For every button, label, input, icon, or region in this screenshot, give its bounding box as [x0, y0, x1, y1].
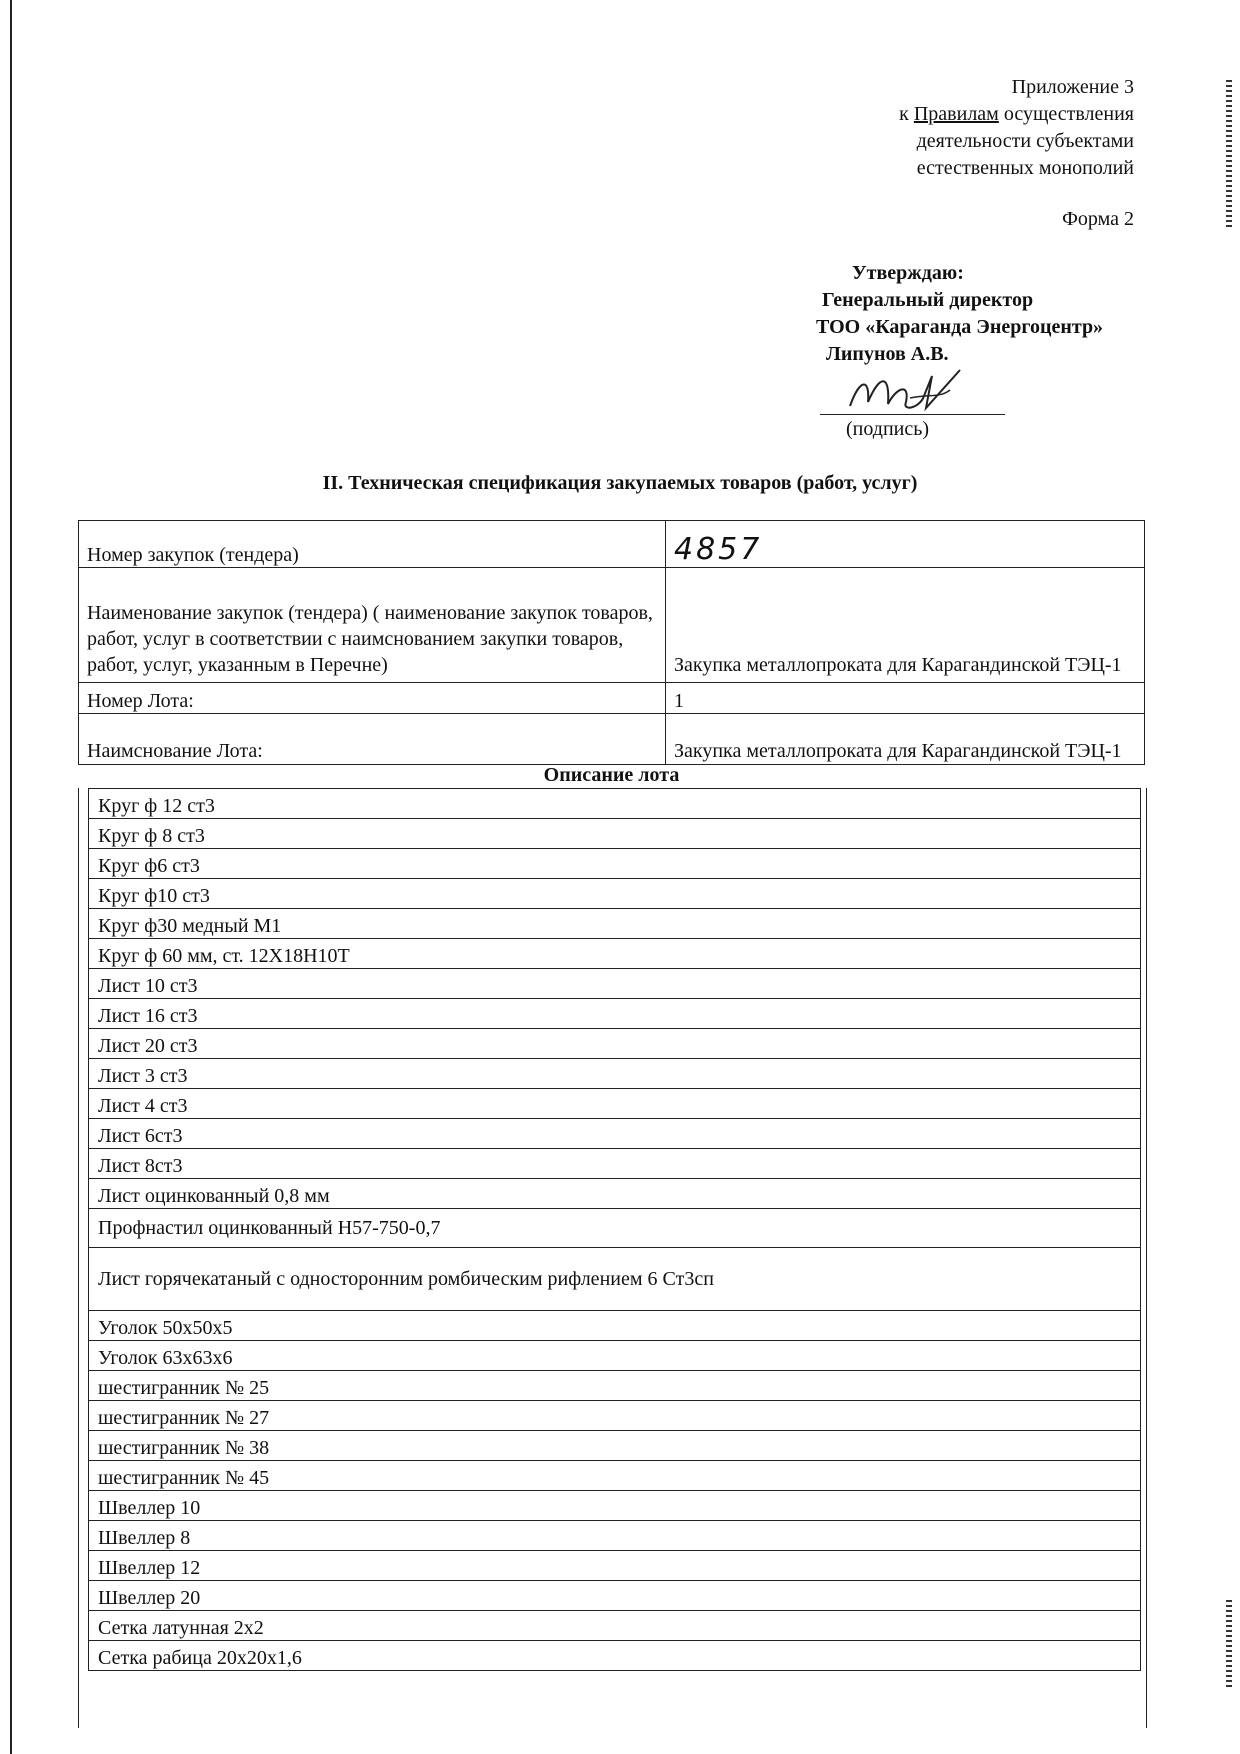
purchase-name-value: Закупка металлопроката для Карагандинской ТЭЦ-1 [666, 568, 1145, 683]
lot-description-title: Описание лота [543, 764, 680, 786]
approval-heading: Утверждаю: [852, 262, 964, 284]
lot-name-value: Закупка металлопроката для Карагандинской ТЭЦ-1 [666, 714, 1145, 765]
table-row [89, 999, 1141, 1029]
lot-item: Лист 6ст3 [89, 1119, 1141, 1149]
table-row [89, 909, 1141, 939]
table-row [79, 568, 1145, 683]
table-row [89, 1611, 1141, 1641]
scan-edge [10, 0, 12, 1754]
lot-item: Швеллер 10 [89, 1491, 1141, 1521]
lot-item: Круг ф6 ст3 [89, 849, 1141, 879]
table-row [89, 879, 1141, 909]
purchase-number-label: Номер закупок (тендера) [79, 521, 666, 568]
approval-block [810, 260, 1103, 368]
lot-item: Лист оцинкованный 0,8 мм [89, 1179, 1141, 1209]
table-row [89, 849, 1141, 879]
table-row [89, 939, 1141, 969]
scan-margin-marks [1226, 1600, 1232, 1690]
lot-item: Швеллер 8 [89, 1521, 1141, 1551]
table-row [89, 789, 1141, 819]
signature-caption: (подпись) [846, 418, 930, 440]
table-row [89, 969, 1141, 999]
lot-item: шестигранник № 38 [89, 1431, 1141, 1461]
lot-item: Уголок 50х50х5 [89, 1311, 1141, 1341]
table-row [79, 714, 1145, 765]
lot-item: Профнастил оцинкованный Н57-750-0,7 [89, 1209, 1141, 1248]
lot-number-value: 1 [666, 683, 1145, 714]
lot-item: Лист 3 ст3 [89, 1059, 1141, 1089]
lot-item: шестигранник № 25 [89, 1371, 1141, 1401]
table-row [89, 1401, 1141, 1431]
lot-item: шестигранник № 45 [89, 1461, 1141, 1491]
table-row [89, 1641, 1141, 1671]
lot-item: Круг ф30 медный М1 [89, 909, 1141, 939]
lot-item: Лист горячекатаный с односторонним ромбическим рифлением 6 Ст3сп [89, 1248, 1141, 1311]
header-line-3: деятельности субъектами [916, 130, 1134, 152]
lot-item: Круг ф 8 ст3 [89, 819, 1141, 849]
table-row [89, 1371, 1141, 1401]
table-row [89, 1149, 1141, 1179]
table-row [89, 1581, 1141, 1611]
lot-item: Круг ф10 ст3 [89, 879, 1141, 909]
lot-item: Швеллер 20 [89, 1581, 1141, 1611]
table-row [79, 683, 1145, 714]
table-row [89, 1311, 1141, 1341]
lot-item: шестигранник № 27 [89, 1401, 1141, 1431]
lot-item: Лист 20 ст3 [89, 1029, 1141, 1059]
table-row [89, 1521, 1141, 1551]
specification-table [78, 520, 1145, 765]
table-row [89, 1491, 1141, 1521]
appendix-header [899, 74, 1134, 182]
lot-item: Лист 16 ст3 [89, 999, 1141, 1029]
lot-item: Сетка рабица 20х20х1,6 [89, 1641, 1141, 1671]
appendix-title: Приложение 3 [1011, 76, 1134, 98]
table-row [89, 1461, 1141, 1491]
lot-item: Лист 8ст3 [89, 1149, 1141, 1179]
form-number: Форма 2 [1062, 208, 1134, 230]
lot-number-label: Номер Лота: [79, 683, 666, 714]
table-row [89, 1551, 1141, 1581]
table-row [89, 1089, 1141, 1119]
lot-item: Лист 4 ст3 [89, 1089, 1141, 1119]
handwritten-signature [840, 368, 1010, 418]
table-row [89, 1179, 1141, 1209]
lot-item: Сетка латунная 2х2 [89, 1611, 1141, 1641]
table-row [89, 1248, 1141, 1311]
lot-item: Лист 10 ст3 [89, 969, 1141, 999]
header-line-4: естественных монополий [916, 157, 1134, 179]
purchase-number-value: 4857 [666, 521, 1145, 568]
table-row [89, 819, 1141, 849]
approver-name: Липунов А.В. [826, 343, 949, 365]
scan-margin-marks [1226, 80, 1232, 230]
lot-item: Уголок 63х63х6 [89, 1341, 1141, 1371]
signature-line [820, 414, 1005, 415]
lot-name-label: Наимснование Лота: [79, 714, 666, 765]
table-row [89, 1029, 1141, 1059]
rules-link[interactable]: Правилам [913, 103, 999, 125]
rules-prefix: к [899, 103, 909, 125]
table-row [89, 1341, 1141, 1371]
lot-items-table [88, 788, 1141, 1671]
table-row [79, 521, 1145, 568]
approver-company: ТОО «Караганда Энергоцентр» [816, 316, 1104, 338]
lot-item: Круг ф 12 ст3 [89, 789, 1141, 819]
table-row [89, 1119, 1141, 1149]
rules-suffix: осуществления [1003, 103, 1134, 125]
purchase-name-label: Наименование закупок (тендера) ( наименование закупок товаров, работ, услуг в соответствии с наимснованием закупки товаров, работ, услуг, указанным в Перечне) [79, 568, 666, 683]
lot-item: Швеллер 12 [89, 1551, 1141, 1581]
table-row [89, 1431, 1141, 1461]
lot-item: Круг ф 60 мм, ст. 12Х18Н10Т [89, 939, 1141, 969]
table-row [89, 1059, 1141, 1089]
section-title: II. Техническая спецификация закупаемых товаров (работ, услуг) [322, 472, 918, 494]
lot-items-box [78, 788, 1147, 1728]
table-row [89, 1209, 1141, 1248]
approver-position: Генеральный директор [822, 289, 1034, 311]
rules-line [899, 101, 1134, 128]
